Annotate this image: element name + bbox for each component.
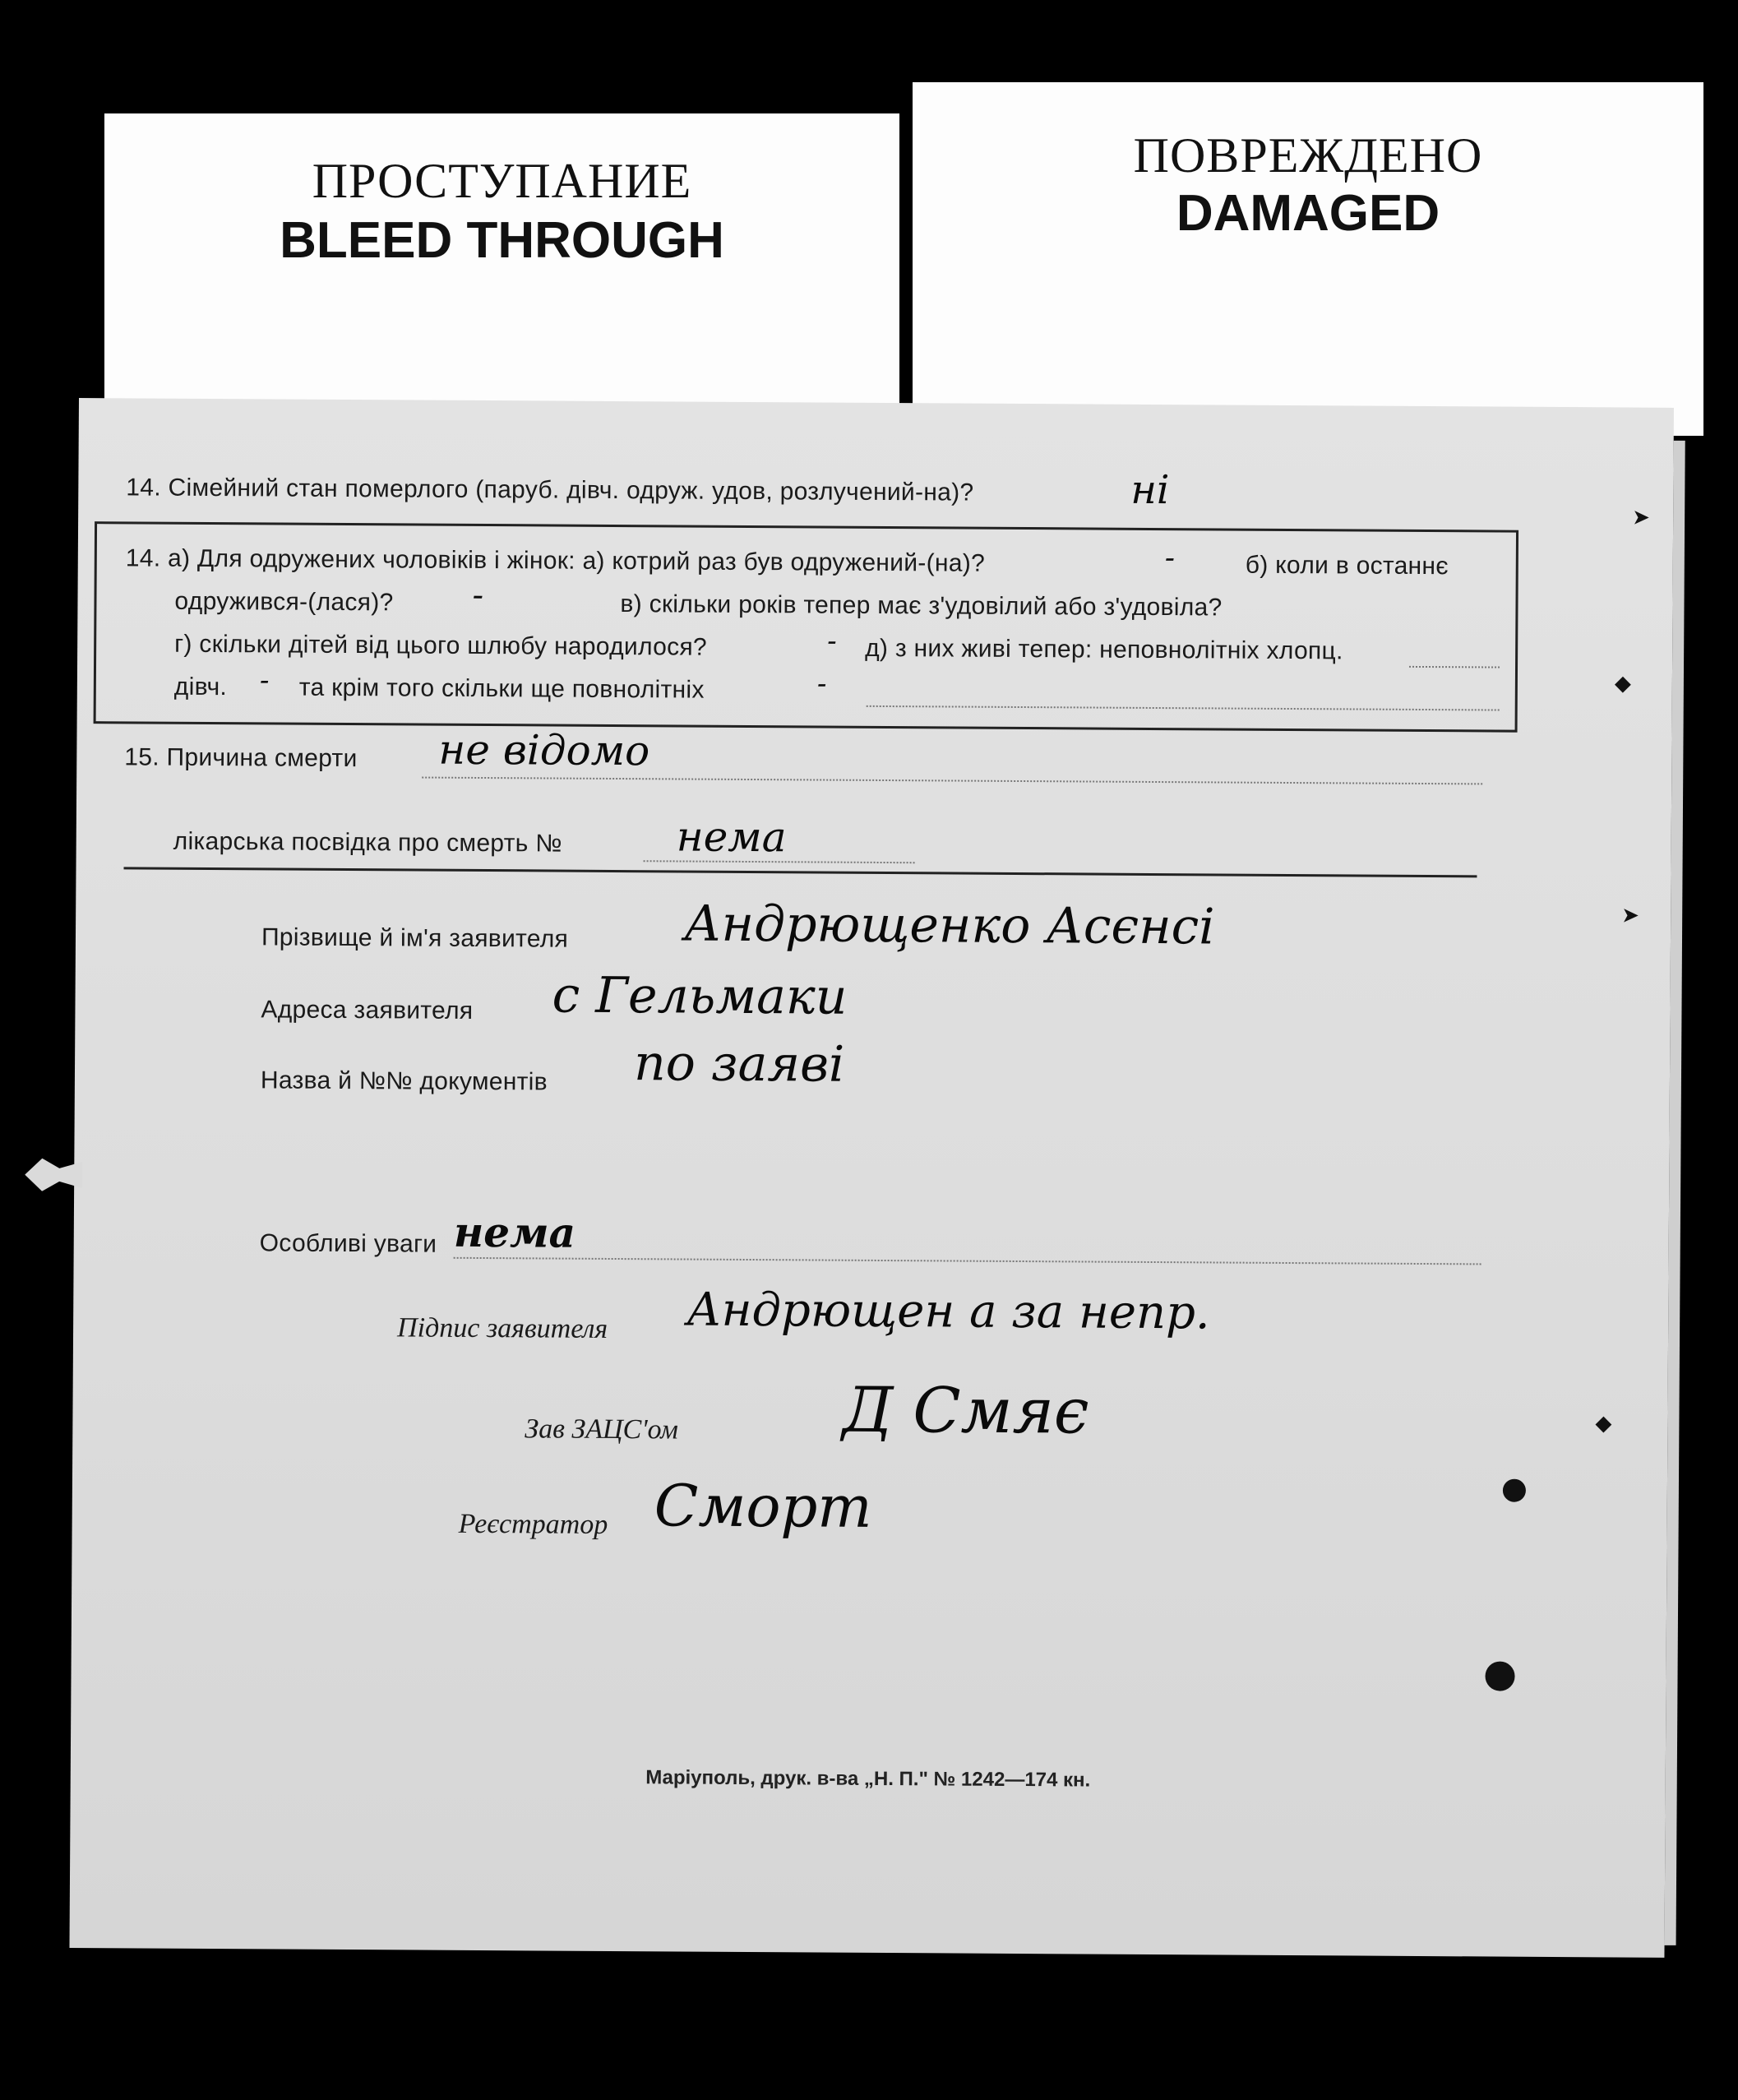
damaged-card xyxy=(913,82,1703,436)
medcert-label: лікарська посвідка про смерть № xyxy=(173,827,562,858)
bleed-through-card xyxy=(104,113,899,442)
head-signature: Д Смяє xyxy=(842,1372,1089,1448)
q14a-line4-answer: - xyxy=(259,664,270,697)
q15-answer: не відомо xyxy=(438,725,650,775)
q14a-line1: 14. а) Для одружених чоловіків і жінок: а) котрий раз був одружений-(на)? xyxy=(125,544,986,577)
medcert-fill xyxy=(644,860,915,863)
remarks-label: Особливі уваги xyxy=(259,1229,437,1258)
applicant-name-answer: Андрющенко Асєнсі xyxy=(683,895,1215,956)
sheet-edge xyxy=(1665,441,1685,1945)
q15-fill xyxy=(422,777,1482,785)
punch-hole-icon xyxy=(1485,1661,1514,1691)
punch-hole-icon xyxy=(1503,1479,1526,1502)
registrar-signature: Сморт xyxy=(654,1472,872,1541)
q14a-line4: дівч. xyxy=(173,673,228,701)
medcert-answer: нема xyxy=(676,812,787,862)
applicant-address-label: Адреса заявителя xyxy=(261,996,474,1025)
applicant-name-label: Прізвище й ім'я заявителя xyxy=(261,923,569,953)
q14a-line2: одружився-(лася)? xyxy=(174,587,394,617)
q14-answer: ні xyxy=(1130,466,1170,514)
bleed-through-ru: ПРОСТУПАНИЕ xyxy=(312,154,692,208)
binding-mark-icon: ➤ xyxy=(1621,902,1640,927)
section-rule xyxy=(123,867,1477,877)
q14-label: 14. Сімейний стан померлого (паруб. дівч. одруж. удов, розлучений-на)? xyxy=(126,474,974,506)
registrar-label: Реєстратор xyxy=(458,1508,608,1540)
printer-imprint: Маріуполь, друк. в-ва „Н. П." № 1242—174 кн. xyxy=(645,1766,1091,1792)
torn-edge xyxy=(25,1159,82,1191)
damaged-en: DAMAGED xyxy=(1176,185,1440,242)
head-label: Зав ЗАЦС'ом xyxy=(525,1413,679,1445)
q14a-line2-c: в) скільки років тепер має з'удовілий або з'удовіла? xyxy=(620,590,1223,622)
remarks-answer: нема xyxy=(453,1207,576,1257)
q14a-line4-answer2: - xyxy=(816,667,827,701)
q14a-line4-rest: та крім того скільки ще повнолітніх xyxy=(298,673,705,704)
applicant-signature-label: Підпис заявителя xyxy=(396,1312,608,1344)
applicant-signature: Андрющен а за непр. xyxy=(686,1283,1210,1340)
q14a-line1-answer: - xyxy=(1164,541,1176,576)
applicant-address-answer: с Гельмаки xyxy=(552,966,848,1026)
binding-mark-icon: ◆ xyxy=(1595,1410,1612,1436)
q14a-line3-d: д) з них живі тепер: неповнолітніх хлопц. xyxy=(865,634,1343,665)
documents-answer: по заяві xyxy=(633,1034,845,1094)
q14a-line3-answer: - xyxy=(827,624,837,658)
q15-label: 15. Причина смерти xyxy=(124,743,358,773)
binding-mark-icon: ◆ xyxy=(1614,670,1632,696)
q14a-line3: г) скільки дітей від цього шлюбу народилося? xyxy=(174,630,708,661)
damaged-ru: ПОВРЕЖДЕНО xyxy=(1133,128,1483,183)
death-record-sheet xyxy=(69,398,1673,1958)
remarks-fill xyxy=(454,1257,1481,1265)
bleed-through-en: BLEED THROUGH xyxy=(280,212,724,269)
binding-mark-icon: ➤ xyxy=(1632,504,1651,530)
q14a-line2-answer: - xyxy=(472,576,484,615)
documents-label: Назва й №№ документів xyxy=(260,1066,548,1096)
q14a-line1-b: б) коли в останнє xyxy=(1245,551,1449,581)
